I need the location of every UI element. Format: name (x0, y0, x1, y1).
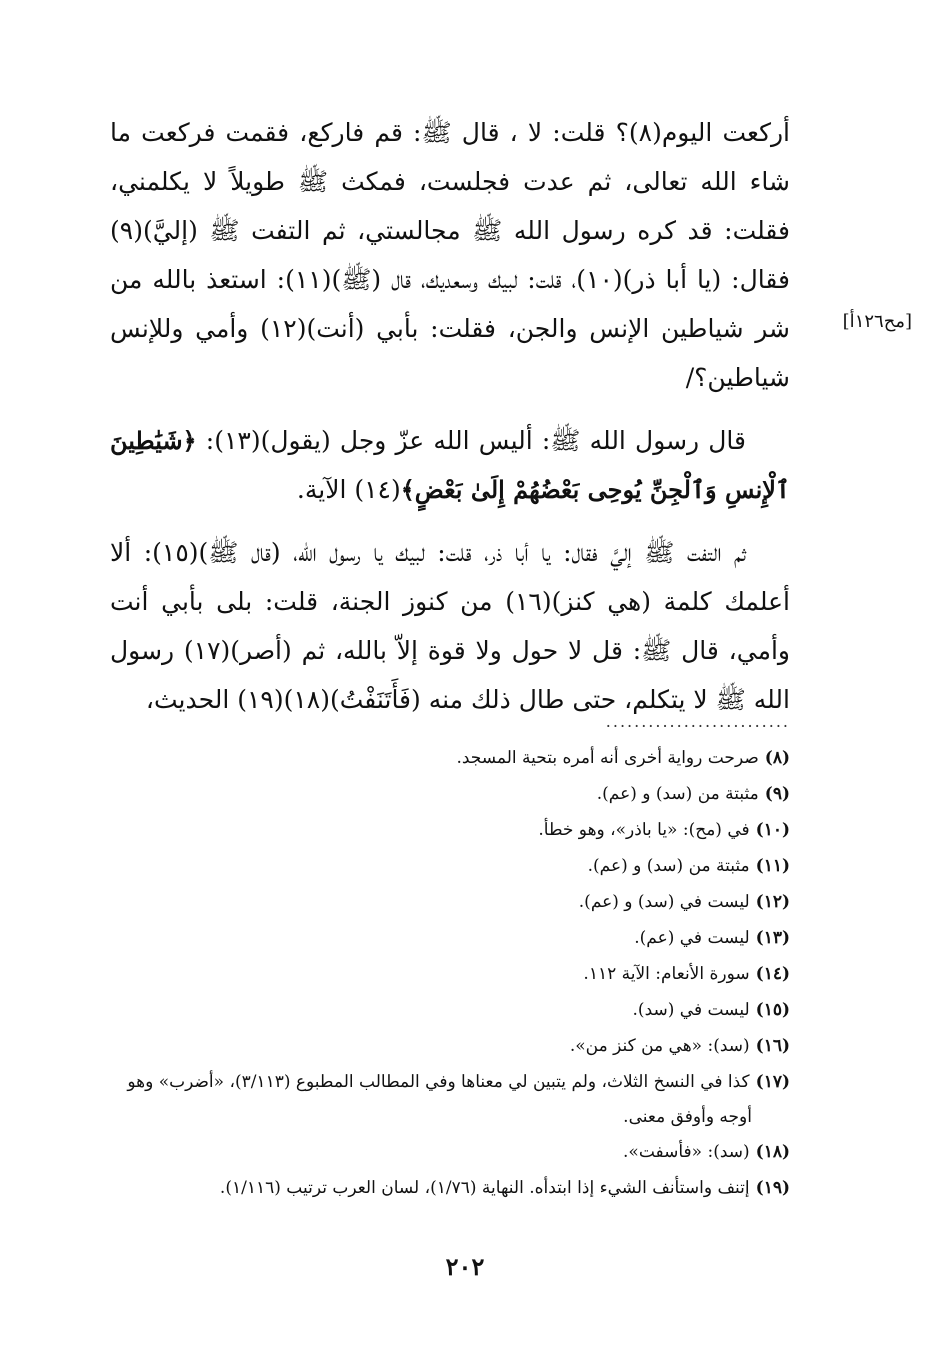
footnote-text: سورة الأنعام: الآية ١١٢. (583, 964, 750, 984)
footnote-item (50, 1134, 790, 1170)
footnote-separator: .......................... (605, 712, 790, 731)
footnote-text: كذا في النسخ الثلاث، ولم يتبين لي معناها وفي المطالب المطبوع (٣/١١٣)، «أضرب» وهو (127, 1072, 750, 1092)
paragraph-3 (110, 528, 790, 724)
footnote-item (50, 956, 790, 992)
footnote-number: (١١) (755, 856, 790, 876)
footnote-number: (١٤) (755, 964, 790, 984)
footnote-item (50, 1170, 790, 1206)
footnote-text: في (مح): «يا باذر»، وهو خطأ. (538, 820, 750, 840)
paragraph-2-lead: قال رسول الله ﷺ: أليس الله عزّ وجل (يقول)(١٣): (196, 426, 747, 455)
footnote-item (50, 920, 790, 956)
footnote-text: ليست في (عم). (634, 928, 750, 948)
footnote-number: (٨) (764, 748, 790, 768)
footnote-number: (١٠) (755, 820, 790, 840)
footnote-number: (١٥) (755, 1000, 790, 1020)
footnote-number: (١٣) (755, 928, 790, 948)
footnote-number: (١٨) (755, 1142, 790, 1162)
footnote-item (50, 992, 790, 1028)
paragraph-2 (110, 416, 790, 514)
footnote-number: (١٢) (755, 892, 790, 912)
footnote-item (50, 740, 790, 776)
footnote-number: (١٧) (755, 1072, 790, 1092)
footnote-text: (سد): «هي من كنز من». (569, 1036, 750, 1056)
manuscript-folio-marker: [مح١٢٦أ] (842, 311, 912, 332)
footnote-item (50, 776, 790, 812)
footnote-number: (١٩) (755, 1178, 790, 1198)
footnote-item (50, 884, 790, 920)
footnotes-list (50, 740, 790, 1206)
footnote-continuation: أوجه وأوفق معنى. (623, 1107, 752, 1127)
footnote-text: مثبتة من (سد) و (عم). (596, 784, 759, 804)
footnote-item (50, 1064, 790, 1134)
paragraph-1: أركعت اليوم(٨)؟ قلت: لا ، قال ﷺ: قم فاركع، فقمت فركعت ما شاء الله تعالى، ثم عدت فجلست، فمكث ﷺ طويلاً لا يكلمني، فقلت: قد كره رسول الله ﷺ مجالستي، ثم التفت ﷺ (إليَّ)(٩) فقال: (يا أبا ذر)(١٠)، قلت: لبيك وسعديك، قال (ﷺ)(١١): استعذ بالله من شر شياطين الإنس والجن، فقلت: بأبي (أنت)(١٢) وأمي وللإنس شياطين؟/ (110, 118, 790, 392)
footnote-text: (سد): «فأسفت». (623, 1142, 750, 1162)
footnote-text: صرحت رواية أخرى أنه أمره بتحية المسجد. (456, 748, 759, 768)
footnote-item (50, 812, 790, 848)
footnote-item (50, 1028, 790, 1064)
quran-verse: ﴿شَيَٰطِينَ ٱلْإِنسِ وَٱلْجِنِّ يُوحِى بَعْضُهُمْ إِلَىٰ بَعْضٍ﴾ (110, 426, 790, 504)
footnote-text: ليست في (سد). (632, 1000, 750, 1020)
footnote-item (50, 848, 790, 884)
page-number: ٢٠٢ (445, 1252, 485, 1281)
paragraph-3-text: ثم التفت ﷺ إليَّ فقال: يا أبا ذر، قلت: لبيك يا رسول الله، (قال ﷺ)(١٥): ألا أعلمك كلمة (هي كنز)(١٦) من كنوز الجنة، قلت: بلى بأبي أنت وأمي، قال ﷺ: قل لا حول ولا قوة إلاّ بالله، ثم (أصر)(١٧) رسول الله ﷺ لا يتكلم، حتى طال ذلك منه (فَأَتَنَفْتُ)(١٨)(١٩) الحديث، (110, 538, 790, 714)
main-text (110, 108, 790, 724)
paragraph-2-tail: (١٤) الآية. (296, 475, 401, 504)
footnote-text: مثبتة من (سد) و (عم). (587, 856, 750, 876)
footnote-text: ليست في (سد) و (عم). (578, 892, 750, 912)
footnote-text: إتنف واستأنف الشيء إذا ابتدأه. النهاية (١/٧٦)، لسان العرب ترتيب (١/١١٦). (219, 1178, 750, 1198)
footnote-number: (٩) (764, 784, 790, 804)
footnote-number: (١٦) (755, 1036, 790, 1056)
